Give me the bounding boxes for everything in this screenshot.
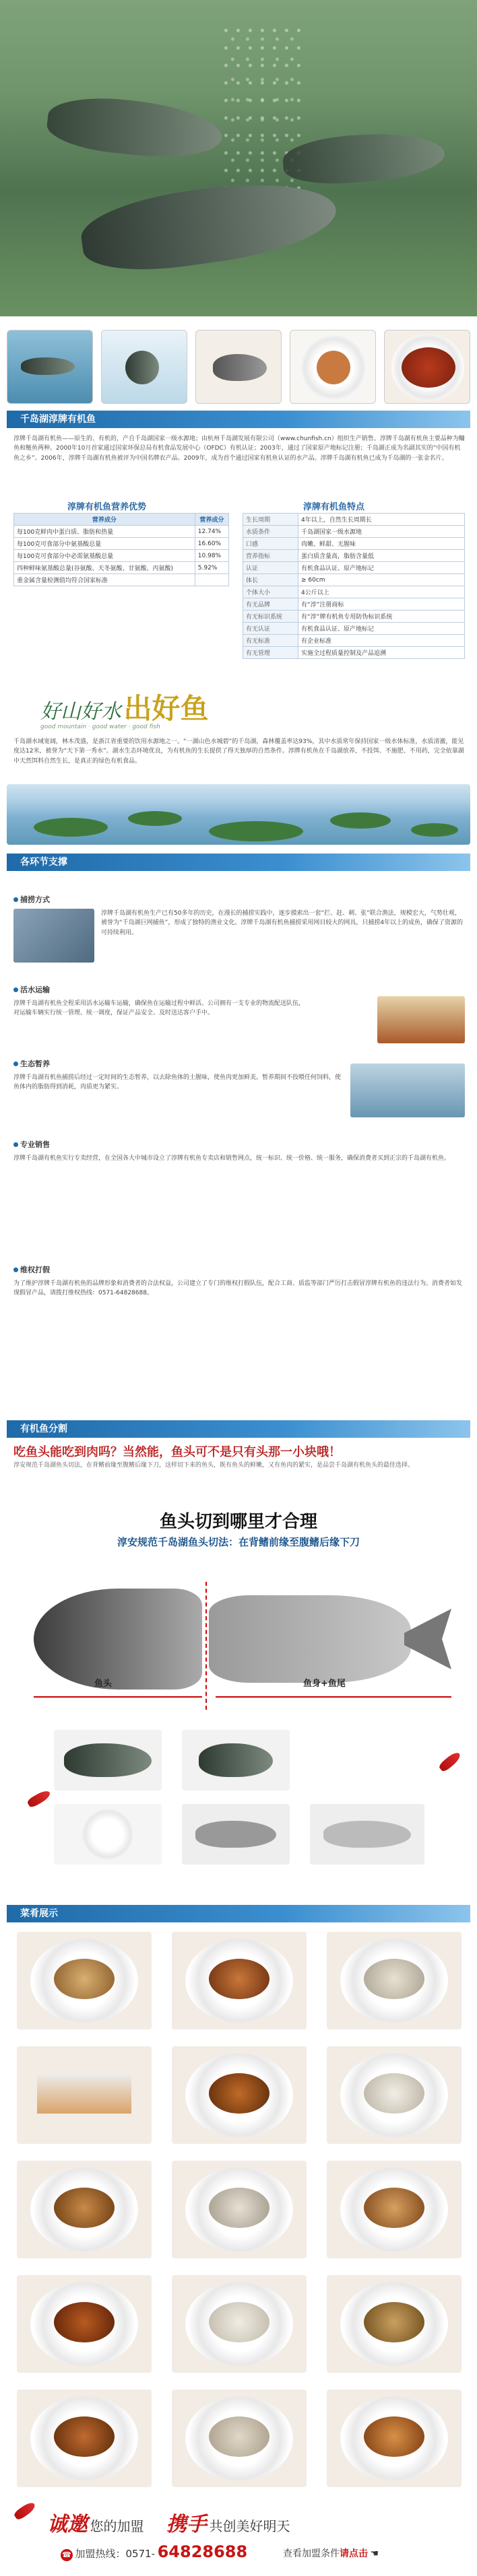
table-cell: 每100克鲜肉中蛋白质、脂肪和热量 — [14, 526, 195, 538]
table-cell: 认证 — [243, 562, 298, 574]
fish-shape — [213, 354, 267, 381]
truck-image — [377, 996, 465, 1043]
cut-photo — [54, 1804, 162, 1865]
footer-banner — [0, 2494, 477, 2576]
dish-food — [54, 2416, 115, 2457]
cutting-question: 吃鱼头能吃到肉吗？当然能，鱼头可不是只有头那一小块哦！ — [13, 1445, 341, 1459]
section-paragraph: 为了维护淳牌千岛湖有机鱼的品牌形象和消费者的合法权益，公司建立了专门的维权打假队伍，配合工商、质监等部门严厉打击假冒淳牌有机鱼的违法行为。消费者如发现假冒产品，请拨打维权热线：0571-64828688。 — [13, 1280, 463, 1297]
table-header: 营养成分 — [14, 514, 195, 526]
table-cell: 四种鲜味氨基酸总量(谷氨酸、天冬氨酸、甘氨酸、丙氨酸) — [14, 562, 195, 574]
bullet-icon — [13, 1061, 18, 1066]
slogan-block — [40, 687, 209, 727]
lake-islands-image — [7, 784, 470, 845]
fish-shape — [21, 357, 75, 375]
slogan-part-1: 好山好水 — [40, 700, 121, 724]
cta-link[interactable] — [283, 2546, 379, 2560]
table-cell: 蛋白质含量高，脂肪含量低 — [298, 550, 465, 562]
dish-photo — [327, 2161, 462, 2258]
section-title: 维权打假 — [20, 1265, 50, 1274]
slogan-part-2: 出好鱼 — [123, 692, 209, 725]
hotline-number: 64828688 — [157, 2542, 248, 2561]
cut-photo — [182, 1730, 290, 1790]
phone-icon: ☎ — [61, 2549, 73, 2561]
dish-photo — [17, 2161, 152, 2258]
cut-line — [205, 1582, 207, 1710]
pointer-icon: ☚ — [370, 2548, 379, 2559]
section-bar-process: 各环节支撑 — [7, 854, 470, 871]
island-shape — [34, 818, 108, 837]
island-shape — [330, 812, 391, 829]
thumbnail-row — [7, 330, 470, 404]
table-cell: 有企业标准 — [298, 635, 465, 647]
table-row — [14, 538, 229, 550]
table-cell: 个体大小 — [243, 586, 298, 598]
cut-photo — [310, 1804, 424, 1865]
bracket-line — [34, 1696, 202, 1698]
fish-shape — [64, 1743, 152, 1777]
section-bar-dishes: 菜肴展示 — [7, 1905, 470, 1922]
table-cell: 每100克可食部分中氨基酸总量 — [14, 538, 195, 550]
bullet-icon — [13, 987, 18, 992]
dish-photo — [17, 2390, 152, 2487]
fish-head-shape — [34, 1589, 202, 1690]
table-cell: 千岛湖国家一级水源地 — [298, 526, 465, 538]
dish-food — [209, 2188, 269, 2228]
dish-food — [209, 1959, 269, 1999]
table-cell: 实施全过程质量控制及产品追溯 — [298, 647, 465, 659]
slogan-tagline: good mountain · good water · good fish — [40, 724, 160, 730]
fish-shape — [199, 1743, 273, 1777]
dish-photo — [17, 1932, 152, 2029]
table-row — [243, 611, 465, 623]
dish-food — [402, 347, 455, 388]
thumb-dish-plate — [290, 330, 376, 404]
table-row — [243, 598, 465, 611]
table-row — [243, 635, 465, 647]
island-shape — [209, 821, 303, 841]
nutrition-table — [13, 513, 229, 586]
table-cell: 有机食品认证、原产地标记 — [298, 562, 465, 574]
table-header-row — [14, 514, 229, 526]
invite-word-3: 携手 — [166, 2513, 207, 2536]
fish-shape — [125, 351, 159, 384]
chili-decoration — [13, 2501, 37, 2521]
section-title: 捕捞方式 — [20, 895, 50, 904]
bracket-line — [216, 1696, 451, 1698]
invite-word-4: 共创美好明天 — [209, 2518, 290, 2534]
island-shape — [128, 811, 182, 826]
dish-photo — [172, 2275, 307, 2373]
fish-shape — [195, 1821, 276, 1848]
table-row — [243, 514, 465, 526]
table-cell: 4公斤以上 — [298, 586, 465, 598]
table-cell — [195, 574, 228, 586]
table-cell: 4年以上，自然生长周期长 — [298, 514, 465, 526]
table-cell: 有无管理 — [243, 647, 298, 659]
nutrition-title: 淳牌有机鱼营养优势 — [67, 502, 147, 512]
dish-food — [364, 2188, 424, 2228]
table-cell: 重金属含量检测值均符合国家标准 — [14, 574, 195, 586]
section-paragraph: 淳牌千岛湖有机鱼实行专卖经营，在全国各大中城市设立了淳牌有机鱼专卖店和销售网点，统一标识、统一价格、统一服务，确保消费者买到正宗的千岛湖有机鱼。 — [13, 1155, 451, 1162]
table-cell: 16.60% — [195, 538, 228, 550]
section-paragraph: 淳牌千岛湖有机鱼全程采用活水运输车运输，确保鱼在运输过程中鲜活。公司拥有一支专业的物流配送队伍，对运输车辆实行统一管理、统一调度，保证产品安全、及时送达客户手中。 — [13, 1000, 305, 1017]
dish-photo — [172, 1932, 307, 2029]
bullet-icon — [13, 1142, 18, 1147]
dish-food — [54, 2302, 115, 2342]
table-row — [243, 647, 465, 659]
bullet-icon — [13, 897, 18, 902]
table-cell: 有机食品认证、原产地标记 — [298, 623, 465, 635]
invite-word-1: 诚邀 — [47, 2513, 88, 2536]
table-row — [14, 550, 229, 562]
dish-photo — [17, 2046, 152, 2144]
label-body: 鱼身+鱼尾 — [303, 1679, 346, 1689]
section-title: 活水运输 — [20, 985, 50, 994]
section-title: 专业销售 — [20, 1140, 50, 1149]
hotline-label: 加盟热线：0571- — [75, 2548, 156, 2560]
thumb-fish-head — [195, 330, 282, 404]
fish-shape — [323, 1821, 411, 1848]
thumb-jumping-fish — [101, 330, 187, 404]
dish-food — [364, 2302, 424, 2342]
table-row — [243, 623, 465, 635]
table-cell: 水质条件 — [243, 526, 298, 538]
table-row — [243, 586, 465, 598]
fish-body-shape — [209, 1595, 411, 1683]
table-row — [243, 574, 465, 586]
table-cell: 12.74% — [195, 526, 228, 538]
table-row — [243, 562, 465, 574]
hotline[interactable] — [61, 2542, 247, 2561]
cut-photo — [54, 1730, 162, 1790]
dish-food — [209, 2416, 269, 2457]
plate-shape — [81, 1807, 135, 1861]
features-title: 淳牌有机鱼特点 — [303, 502, 365, 512]
table-cell: 有无标识系统 — [243, 611, 298, 623]
dish-photo — [327, 2275, 462, 2373]
table-cell: 口感 — [243, 538, 298, 550]
hero-aquarium-image — [0, 0, 477, 316]
table-cell: 10.98% — [195, 550, 228, 562]
dish-photo — [17, 2275, 152, 2373]
label-head: 鱼头 — [94, 1679, 113, 1689]
table-cell: 有“淳”牌有机鱼专用防伪标识系统 — [298, 611, 465, 623]
table-row — [243, 526, 465, 538]
table-row — [14, 562, 229, 574]
dish-food — [209, 2302, 269, 2342]
features-table — [243, 513, 465, 659]
table-cell: 每100克可食部分中必需氨基酸总量 — [14, 550, 195, 562]
dish-photo — [172, 2390, 307, 2487]
dish-photo — [172, 2046, 307, 2144]
table-cell: ≥ 60cm — [298, 574, 465, 586]
dish-food — [54, 2188, 115, 2228]
fishing-net-image — [13, 909, 94, 963]
dish-photo — [327, 2046, 462, 2144]
dish-food — [364, 2073, 424, 2114]
table-cell: 有“淳”注册商标 — [298, 598, 465, 611]
table-row — [243, 538, 465, 550]
section-bar-cutting: 有机鱼分割 — [7, 1420, 470, 1438]
chili-decoration — [26, 1788, 52, 1809]
cutting-intro: 淳安规范千岛湖鱼头切法，在背鳍前缘至腹鳍后缘下刀，这样切下来的鱼头，既有鱼头的鲜嫩，又有鱼肉的紧实，是品尝千岛湖有机鱼头的最佳选择。 — [13, 1462, 414, 1469]
intro-paragraph: 淳牌千岛湖有机鱼——原生的、有机的，产自千岛湖国家一级水源地；由杭州千岛湖发展有限公司（www.chunfish.cn）组织生产销售。淳牌千岛湖有机鱼主要品种为鳙鱼和鲢鱼两种。2000年10月首家通过国家环保总局有机食品发展中心（OFDC）有机认证；2003年，通过了国家原产地标记注册；千岛湖正成为名副其实的“中国有机鱼之乡”。2006年，淳牌千岛湖有机鱼被评为中国名牌农产品。2009年，成为首个通过国家有机鱼认证的水产品。淳牌千岛湖有机鱼已成为千岛湖的一张金名片。 — [13, 436, 465, 462]
table-cell: 体长 — [243, 574, 298, 586]
table-cell: 生长周期 — [243, 514, 298, 526]
thumb-lake-fish — [7, 330, 93, 404]
table-cell: 营养指标 — [243, 550, 298, 562]
chili-decoration — [438, 1750, 463, 1773]
bullet-icon — [13, 1267, 18, 1272]
table-cell: 有无认证 — [243, 623, 298, 635]
dish-photo — [327, 1932, 462, 2029]
dish-food — [37, 2073, 131, 2114]
section-paragraph: 淳牌千岛湖有机鱼生产已有50多年的历史，在漫长的捕捞实践中，逐步摸索出一套“拦、赶、刺、张”联合渔法，规模宏大，气势壮观，被誉为“千岛湖巨网捕鱼”，形成了独特的渔业文化。淳牌千岛湖有机鱼捕捞采用网目较大的网具，只捕捞4年以上的成鱼，确保了资源的可持续利用。 — [101, 910, 464, 936]
dish-food — [364, 2416, 424, 2457]
table-cell: 有无标准 — [243, 635, 298, 647]
table-header: 营养成分 — [195, 514, 228, 526]
fish-shape — [45, 92, 225, 164]
dish-food — [364, 1959, 424, 1999]
invite-word-2: 您的加盟 — [90, 2518, 144, 2534]
fish-shape — [282, 129, 446, 188]
cta-text: 查看加盟条件 — [283, 2548, 340, 2559]
table-cell: 5.92% — [195, 562, 228, 574]
cta-highlight: 请点击 — [340, 2548, 368, 2559]
fish-tail-shape — [404, 1609, 451, 1669]
cutting-title: 鱼头切到哪里才合理 — [159, 1512, 317, 1532]
lake-pen-image — [350, 1064, 465, 1117]
cutting-subtitle: 淳安规范千岛湖鱼头切法：在背鳍前缘至腹鳍后缘下刀 — [117, 1536, 360, 1548]
island-shape — [411, 823, 458, 837]
table-cell: 有无品牌 — [243, 598, 298, 611]
dish-food — [317, 351, 350, 384]
section-bar-intro: 千岛湖淳牌有机鱼 — [7, 411, 470, 428]
section-title: 生态暂养 — [20, 1059, 50, 1068]
dish-photo — [172, 2161, 307, 2258]
table-cell: 肉嫩、鲜甜、无腥味 — [298, 538, 465, 550]
table-row — [14, 574, 229, 586]
slogan-paragraph: 千岛湖水域宽阔，林木茂盛，是浙江省重要的饮用水源地之一。“一湖山色水城碧”的千岛湖，森林覆盖率达93%，其中水质常年保持国家一级水体标准，水质清澈，能见度达12米，被誉为“天下第一秀水”。湖水生态环境优良，为有机鱼的生长提供了得天独厚的自然条件。淳牌有机鱼在千岛湖放养，不投饵、不施肥、不用药，完全依靠湖中天然饵料自然生长，是真正的绿色有机食品。 — [13, 738, 464, 765]
dish-food — [209, 2073, 269, 2114]
cut-fish-diagram — [20, 1568, 458, 1710]
section-paragraph: 淳牌千岛湖有机鱼捕捞后经过一定时间的生态暂养，以去除鱼体的土腥味，使鱼肉更加鲜美。暂养期间不投喂任何饲料，使鱼体内的脂肪得到消耗，肉质更为紧实。 — [13, 1074, 342, 1091]
table-row — [14, 526, 229, 538]
invite-line — [47, 2507, 290, 2537]
cut-photo — [182, 1804, 290, 1865]
dish-food — [54, 1959, 115, 1999]
thumb-spicy-dish — [384, 330, 470, 404]
dish-photo — [327, 2390, 462, 2487]
table-row — [243, 550, 465, 562]
